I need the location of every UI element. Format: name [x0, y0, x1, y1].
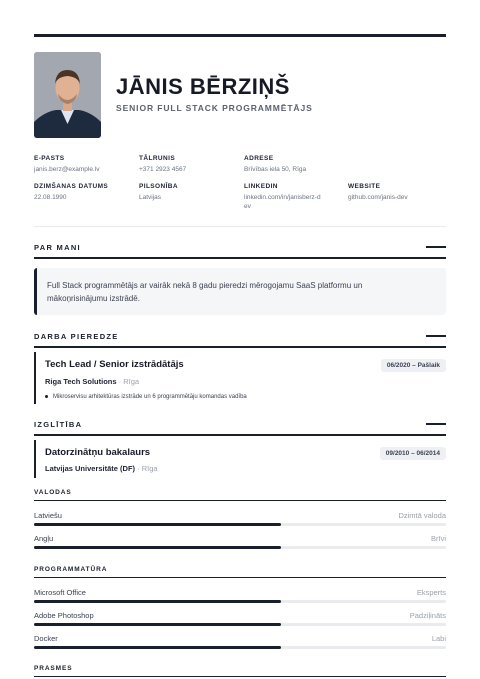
experience-accent-bar — [34, 352, 36, 404]
experience-period-badge: 06/2020 – Pašlaik — [381, 359, 446, 372]
education-accent-bar — [34, 440, 36, 478]
contact-linkedin — [244, 183, 321, 211]
phone-label: TĀLRUNIS — [139, 155, 176, 162]
education-rule — [34, 434, 446, 436]
experience-location: · Rīga — [116, 377, 140, 386]
education-school-name: Latvijas Universitāte (DF) — [45, 464, 136, 473]
citizenship-label: PILSONĪBA — [139, 183, 178, 190]
languages-section-title: VALODAS — [34, 489, 72, 496]
profile-photo — [34, 52, 101, 138]
skills-section-title: PRASMES — [34, 665, 73, 672]
language-bar — [34, 523, 446, 526]
about-panel — [34, 268, 446, 315]
software-name: Microsoft Office — [34, 588, 86, 597]
language-level: Brīvi — [431, 534, 446, 543]
experience-bullet-text: Mikroservisu arhitektūras izstrāde un 6 programmētāju komandas vadība — [53, 394, 247, 400]
top-rule — [34, 34, 446, 37]
experience-company — [45, 377, 139, 386]
software-level: Eksperts — [416, 588, 446, 597]
education-degree: Datorzinātņu bakalaurs — [45, 447, 151, 458]
about-section-title: PAR MANI — [34, 243, 81, 252]
portrait-image — [34, 52, 101, 138]
software-bar-fill — [34, 600, 281, 603]
experience-rule — [34, 346, 446, 348]
linkedin-label: LINKEDIN — [244, 183, 278, 190]
contact-birthdate — [34, 183, 108, 202]
citizenship-value: Latvijas — [139, 194, 162, 201]
bullet-dot-icon — [45, 395, 48, 398]
software-bar-fill — [34, 646, 281, 649]
software-rule — [34, 577, 446, 578]
website-value[interactable]: github.com/janis-dev — [348, 194, 408, 201]
language-bar-fill — [34, 523, 281, 526]
software-level: Labi — [431, 634, 446, 643]
address-value: Brīvības iela 50, Rīga — [244, 166, 307, 173]
experience-section-title: DARBA PIEREDZE — [34, 332, 119, 341]
about-text — [47, 279, 427, 305]
software-name: Docker — [34, 634, 58, 643]
software-bar-fill — [34, 623, 281, 626]
contact-website — [348, 183, 408, 202]
contact-citizenship — [139, 183, 178, 202]
phone-value: +371 2923 4567 — [139, 166, 187, 173]
language-bar-fill — [34, 546, 281, 549]
software-level: Padziļināts — [409, 611, 446, 620]
about-line-2: mākoņrisinājumu izstrādē. — [47, 294, 140, 303]
experience-bullet — [45, 394, 247, 400]
header-divider — [34, 226, 446, 227]
contact-email — [34, 155, 100, 174]
software-section-title: PROGRAMMATŪRA — [34, 566, 108, 573]
education-location: · Rīga — [135, 464, 158, 473]
skills-rule — [34, 676, 446, 677]
experience-position: Tech Lead / Senior izstrādātājs — [45, 359, 184, 370]
about-rule — [34, 257, 446, 259]
software-name: Adobe Photoshop — [34, 611, 94, 620]
cv-page — [34, 0, 446, 679]
language-name: Latviešu — [34, 511, 62, 520]
software-bar — [34, 623, 446, 626]
software-bar — [34, 646, 446, 649]
email-value: janis.berz@example.lv — [34, 166, 100, 173]
language-name: Angļu — [34, 534, 54, 543]
language-bar — [34, 546, 446, 549]
experience-company-name: Riga Tech Solutions — [45, 377, 117, 386]
contact-phone — [139, 155, 186, 174]
education-section-title: IZGLĪTĪBA — [34, 420, 83, 429]
languages-rule — [34, 500, 446, 501]
address-label: ADRESE — [244, 155, 274, 162]
linkedin-value-cont[interactable]: ev — [244, 203, 251, 210]
software-bar — [34, 600, 446, 603]
contact-address — [244, 155, 306, 174]
birthdate-value: 22.08.1990 — [34, 194, 67, 201]
about-dash — [426, 246, 446, 248]
linkedin-value[interactable]: linkedin.com/in/janisberz-d — [244, 194, 321, 201]
birthdate-label: DZIMŠANAS DATUMS — [34, 183, 109, 190]
experience-dash — [426, 335, 446, 337]
education-school — [45, 464, 158, 473]
email-label: E-PASTS — [34, 155, 65, 162]
education-dash — [426, 423, 446, 425]
full-name: JĀNIS BĒRZIŅŠ — [116, 74, 290, 99]
language-level: Dzimtā valoda — [398, 511, 446, 520]
website-label: WEBSITE — [348, 183, 381, 190]
job-title: SENIOR FULL STACK PROGRAMMĒTĀJS — [116, 103, 313, 113]
education-period-badge: 09/2010 – 06/2014 — [380, 447, 446, 460]
about-line-1: Full Stack programmētājs ar vairāk nekā 8 gadu pieredzi mērogojamu SaaS platformu un — [47, 281, 363, 290]
